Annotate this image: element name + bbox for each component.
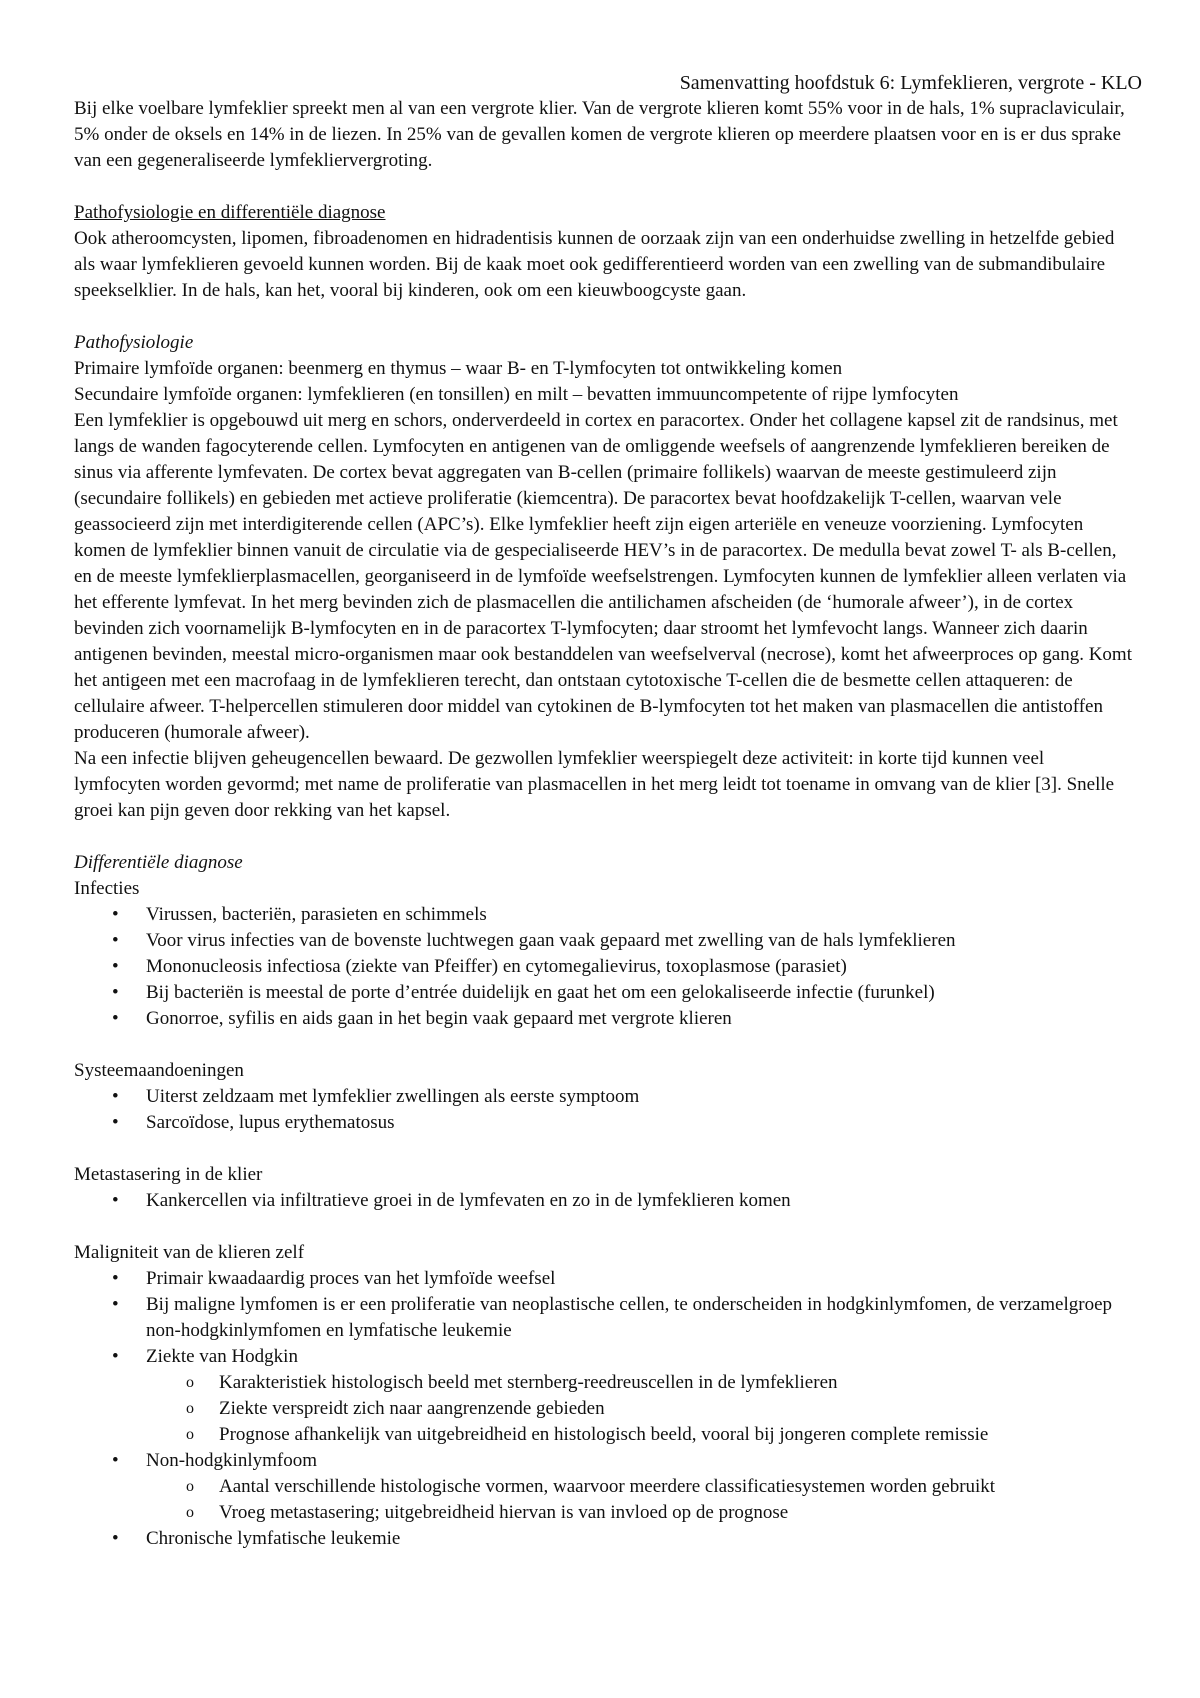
list-item: • Bij maligne lymfomen is er een proliferatie van neoplastische cellen, te onderscheiden in hodgkinlymfomen, de verzamelgroep non-hodgkinlymfomen en lymfatische leukemie — [74, 1292, 1134, 1344]
list-title-maligniteit: Maligniteit van de klieren zelf — [74, 1242, 305, 1263]
maligniteit-list — [74, 1266, 1134, 1552]
list-item: • Voor virus infecties van de bovenste luchtwegen gaan vaak gepaard met zwelling van de hals lymfeklieren — [74, 928, 1134, 954]
list-item: • Mononucleosis infectiosa (ziekte van Pfeiffer) en cytomegalievirus, toxoplasmose (parasiet) — [74, 954, 1134, 980]
list-item: • Bij bacteriën is meestal de porte d’entrée duidelijk en gaat het om een gelokaliseerde infectie (furunkel) — [74, 980, 1134, 1006]
section-heading-pathofysiologie-differentiele-diagnose: Pathofysiologie en differentiële diagnose — [74, 202, 386, 223]
list-item: • Chronische lymfatische leukemie — [74, 1526, 1134, 1552]
list-item: • Uiterst zeldzaam met lymfeklier zwellingen als eerste symptoom — [74, 1084, 1134, 1110]
metastase-list — [74, 1188, 1134, 1214]
list-item: • Virussen, bacteriën, parasieten en schimmels — [74, 902, 1134, 928]
sub-list-item: o Aantal verschillende histologische vormen, waarvoor meerdere classificatiesystemen worden gebruikt — [74, 1474, 1134, 1500]
lymfeklier-opbouw-paragraph: Een lymfeklier is opgebouwd uit merg en schors, onderverdeeld in cortex en paracortex. Onder het collagene kapsel zit de randsinus, met langs de wanden fagocyterende cellen. Lymfocyten en antigenen van de omliggende weefsels of aangrenzende lymfeklieren bereiken de sinus via afferente lymfevaten. De cortex bevat aggregaten van B-cellen (primaire follikels) waarvan de meeste gestimuleerd zijn (secundaire follikels) en gebieden met actieve proliferatie (kiemcentra). De paracortex bevat hoofdzakelijk T-cellen, waarvan vele geassocieerd zijn met interdigiterende cellen (APC’s). Elke lymfeklier heeft zijn eigen arteriële en veneuze voorziening. Lymfocyten komen de lymfeklier binnen vanuit de circulatie via de gespecialiseerde HEV’s in de paracortex. De medulla bevat zowel T- als B-cellen, en de meeste lymfeklierplasmacellen, georganiseerd in de lymfoïde weefselstrengen. Lymfocyten kunnen de lymfeklier alleen verlaten via het efferente lymfevat. In het merg bevinden zich de plasmacellen die antilichamen afscheiden (de ‘humorale afweer’), in de cortex bevinden zich voornamelijk B-lymfocyten en in de paracortex T-lymfocyten; daar stroomt het lymfevocht langs. Wanneer zich daarin antigenen bevinden, meestal micro-organismen maar ook bestanddelen van weefselverval (necrose), komt het afweerproces op gang. Komt het antigeen met een macrofaag in de lymfeklieren terecht, dan ontstaan cytotoxische T-cellen die de besmette cellen attaqueren: de cellulaire afweer. T-helpercellen stimuleren door middel van cytokinen de B-lymfocyten tot het maken van plasmacellen die antistoffen produceren (humorale afweer). — [74, 410, 1132, 743]
na-infectie-paragraph: Na een infectie blijven geheugencellen bewaard. De gezwollen lymfeklier weerspiegelt deze activiteit: in korte tijd kunnen veel lymfocyten worden gevormd; met name de proliferatie van plasmacellen in het merg leidt tot toename in omvang van de klier [3]. Snelle groei kan pijn geven door rekking van het kapsel. — [74, 748, 1115, 821]
list-item: • Gonorroe, syfilis en aids gaan in het begin vaak gepaard met vergrote klieren — [74, 1006, 1134, 1032]
sub-list-item: o Karakteristiek histologisch beeld met sternberg-reedreuscellen in de lymfeklieren — [74, 1370, 1134, 1396]
sub-list-item: o Prognose afhankelijk van uitgebreidheid en histologisch beeld, vooral bij jongeren complete remissie — [74, 1422, 1134, 1448]
subheading-pathofysiologie: Pathofysiologie — [74, 332, 194, 353]
secundaire-organen-line: Secundaire lymfoïde organen: lymfeklieren (en tonsillen) en milt – bevatten immuuncompetente of rijpe lymfocyten — [74, 384, 959, 405]
page-header: Samenvatting hoofdstuk 6: Lymfeklieren, vergrote - KLO — [679, 72, 1142, 94]
list-title-infecties: Infecties — [74, 878, 140, 899]
primaire-organen-line: Primaire lymfoïde organen: beenmerg en thymus – waar B- en T-lymfocyten tot ontwikkeling komen — [74, 358, 843, 379]
systeem-list — [74, 1084, 1134, 1136]
section1-paragraph: Ook atheroomcysten, lipomen, fibroadenomen en hidradentisis kunnen de oorzaak zijn van een onderhuidse zwelling in hetzelfde gebied als waar lymfeklieren gevoeld kunnen worden. Bij de kaak moet ook gedifferentieerd worden van een zwelling van de submandibulaire speekselklier. In de hals, kan het, vooral bij kinderen, ook om een kieuwboogcyste gaan. — [74, 228, 1115, 301]
sub-list-item: o Ziekte verspreidt zich naar aangrenzende gebieden — [74, 1396, 1134, 1422]
list-title-systeemaandoeningen: Systeemaandoeningen — [74, 1060, 244, 1081]
list-item: • Ziekte van Hodgkin — [74, 1344, 1134, 1370]
sub-list-item: o Vroeg metastasering; uitgebreidheid hiervan is van invloed op de prognose — [74, 1500, 1134, 1526]
list-item: • Non-hodgkinlymfoom — [74, 1448, 1134, 1474]
list-title-metastasering: Metastasering in de klier — [74, 1164, 263, 1185]
subheading-differentiele-diagnose: Differentiële diagnose — [74, 852, 243, 873]
intro-paragraph: Bij elke voelbare lymfeklier spreekt men al van een vergrote klier. Van de vergrote klieren komt 55% voor in de hals, 1% supraclaviculair, 5% onder de oksels en 14% in de liezen. In 25% van de gevallen komen de vergrote klieren op meerdere plaatsen voor en is er dus sprake van een gegeneraliseerde lymfekliervergroting. — [74, 98, 1125, 171]
list-item: • Kankercellen via infiltratieve groei in de lymfevaten en zo in de lymfeklieren komen — [74, 1188, 1134, 1214]
document-page — [74, 70, 1142, 1552]
infecties-list — [74, 902, 1134, 1032]
list-item: • Sarcoïdose, lupus erythematosus — [74, 1110, 1134, 1136]
list-item: • Primair kwaadaardig proces van het lymfoïde weefsel — [74, 1266, 1134, 1292]
